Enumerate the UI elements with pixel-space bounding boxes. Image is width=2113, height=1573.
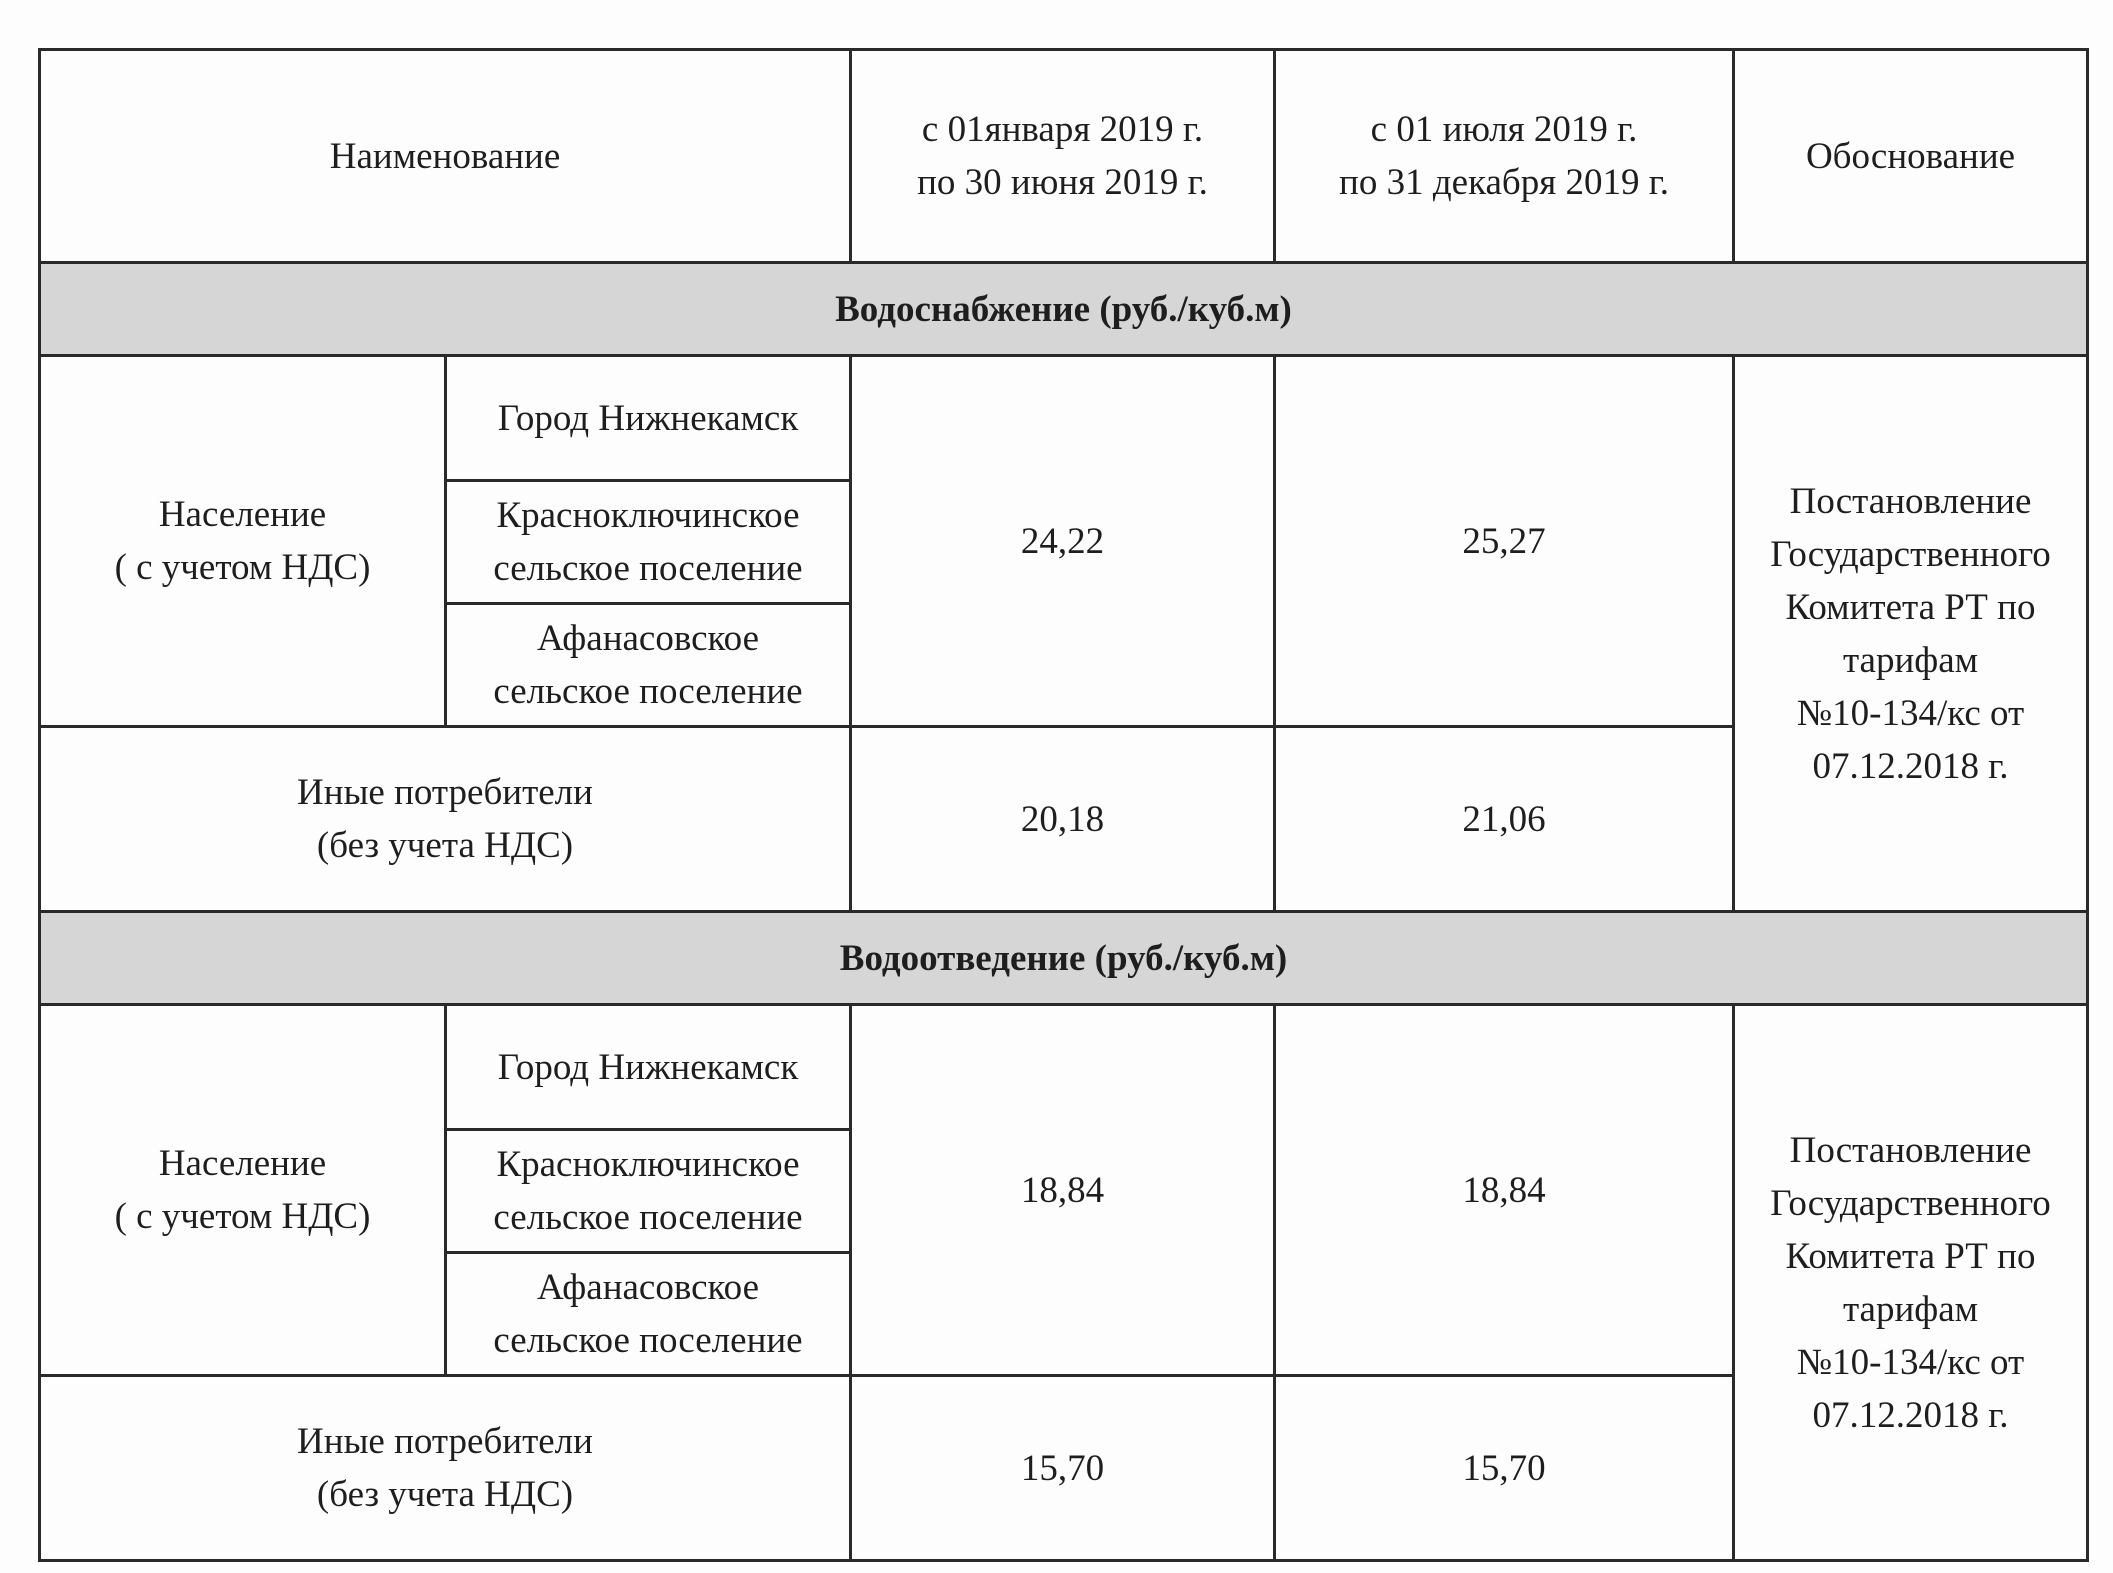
basis-cell	[1734, 356, 2088, 912]
population-value-period-1: 24,22	[851, 356, 1275, 727]
population-cell	[40, 1005, 446, 1376]
population-cell	[40, 356, 446, 727]
others-value-period-1: 20,18	[851, 727, 1275, 912]
tariff-table	[38, 48, 2089, 1562]
locality-cell	[446, 604, 851, 727]
locality-type: сельское поселение	[493, 1197, 803, 1238]
others-value-period-1: 15,70	[851, 1376, 1275, 1561]
header-name-cell	[40, 50, 851, 263]
section-title: Водоотведение (руб./куб.м)	[40, 912, 2088, 1005]
locality-name: Афанасовское	[537, 618, 759, 659]
table-header-row	[40, 50, 2088, 263]
section-title-row	[40, 263, 2088, 356]
basis-cell	[1734, 1005, 2088, 1561]
population-vat-note: ( с учетом НДС)	[114, 547, 371, 588]
table-row	[40, 356, 2088, 481]
population-value-period-2: 18,84	[1275, 1005, 1734, 1376]
basis-line: тарифам	[1842, 1288, 1979, 1330]
header-period-2-line-2: по 31 декабря 2019 г.	[1339, 162, 1669, 203]
header-period-2-cell	[1275, 50, 1734, 263]
locality-cell	[446, 1005, 851, 1130]
locality-cell	[446, 481, 851, 604]
basis-line: №10-134/кс от	[1796, 1341, 2025, 1383]
others-value-period-2: 21,06	[1275, 727, 1734, 912]
others-cell	[40, 1376, 851, 1561]
population-value-period-2: 25,27	[1275, 356, 1734, 727]
locality-cell	[446, 1130, 851, 1253]
locality-name: Красноключинское	[496, 1144, 800, 1185]
header-basis: Обоснование	[1805, 135, 2016, 177]
basis-line: 07.12.2018 г.	[1812, 745, 2009, 787]
header-period-1-line-2: по 30 июня 2019 г.	[917, 162, 1208, 203]
header-name: Наименование	[329, 135, 561, 177]
population-value-period-1: 18,84	[851, 1005, 1275, 1376]
section-title: Водоснабжение (руб./куб.м)	[40, 263, 2088, 356]
others-label: Иные потребители	[297, 1421, 593, 1462]
others-cell	[40, 727, 851, 912]
population-label: Население	[158, 494, 327, 535]
locality-name: Афанасовское	[537, 1267, 759, 1308]
locality-cell	[446, 1253, 851, 1376]
basis-line: Постановление	[1789, 1129, 2032, 1171]
basis-line: Государственного	[1770, 533, 2051, 575]
locality-name: Город Нижнекамск	[497, 1046, 799, 1088]
header-period-1-cell	[851, 50, 1275, 263]
header-period-2-line-1: с 01 июля 2019 г.	[1370, 109, 1638, 150]
population-label: Население	[158, 1143, 327, 1184]
table-row	[40, 1005, 2088, 1130]
locality-cell	[446, 356, 851, 481]
others-vat-note: (без учета НДС)	[316, 825, 574, 866]
locality-type: сельское поселение	[493, 671, 803, 712]
basis-line: 07.12.2018 г.	[1812, 1394, 2009, 1436]
basis-line: Комитета РТ по	[1785, 586, 2036, 628]
basis-line: №10-134/кс от	[1796, 692, 2025, 734]
section-title-row	[40, 912, 2088, 1005]
basis-line: Государственного	[1770, 1182, 2051, 1224]
others-vat-note: (без учета НДС)	[316, 1474, 574, 1515]
header-basis-cell	[1734, 50, 2088, 263]
locality-name: Город Нижнекамск	[497, 397, 799, 439]
basis-line: Комитета РТ по	[1785, 1235, 2036, 1277]
locality-name: Красноключинское	[496, 495, 800, 536]
basis-line: тарифам	[1842, 639, 1979, 681]
locality-type: сельское поселение	[493, 1320, 803, 1361]
population-vat-note: ( с учетом НДС)	[114, 1196, 371, 1237]
locality-type: сельское поселение	[493, 548, 803, 589]
header-period-1-line-1: с 01января 2019 г.	[921, 109, 1204, 150]
others-value-period-2: 15,70	[1275, 1376, 1734, 1561]
basis-line: Постановление	[1789, 480, 2032, 522]
others-label: Иные потребители	[297, 772, 593, 813]
